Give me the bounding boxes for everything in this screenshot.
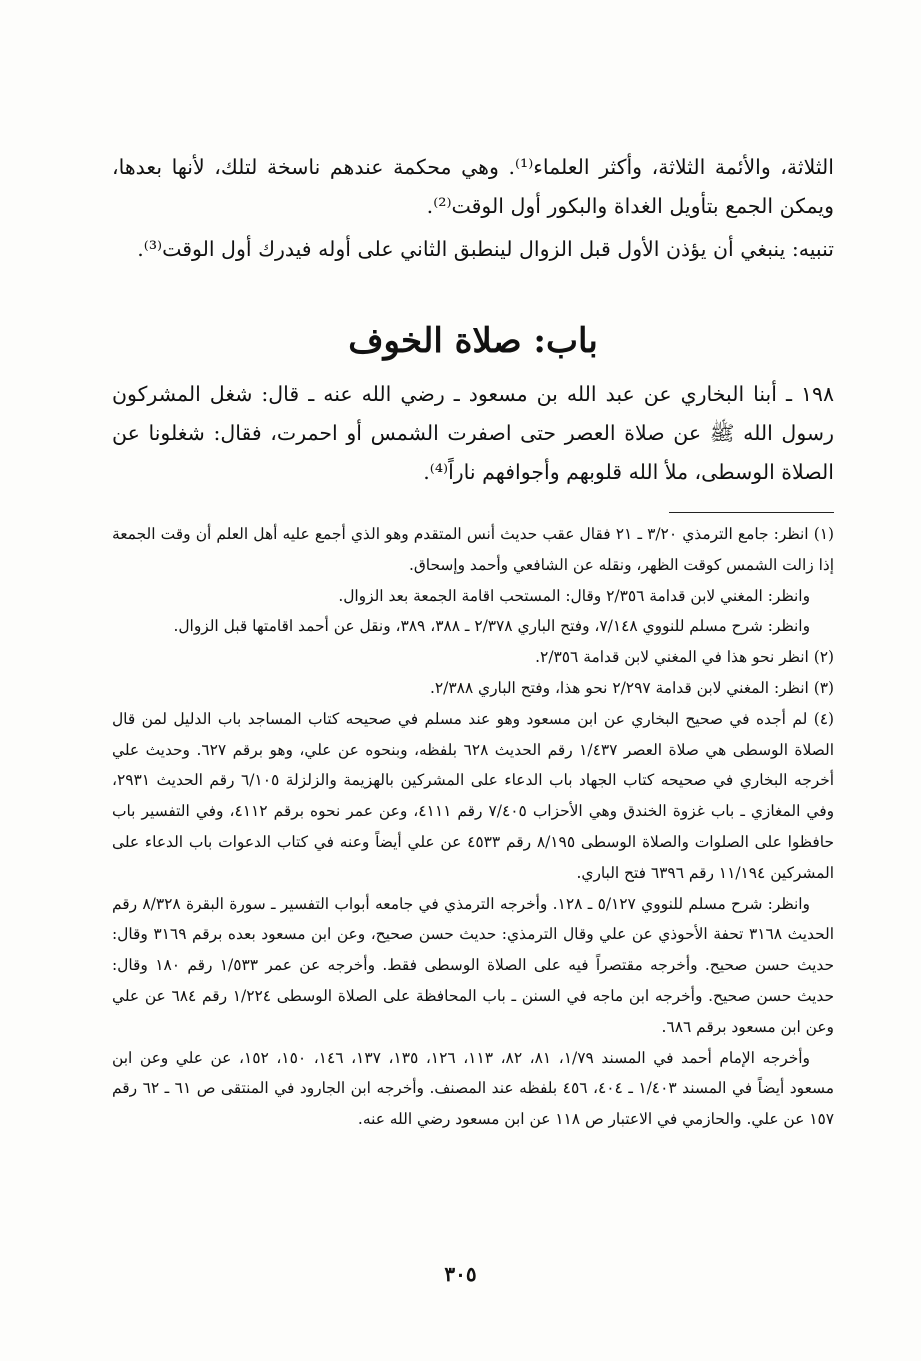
- page-body: [112, 148, 834, 1135]
- footnote-4: (٤) لم أجده في صحيح البخاري عن ابن مسعود وهو عند مسلم في صحيحه كتاب المساجد باب الدليل لمن قال الصلاة الوسطى هي صلاة العصر ١/٤٣٧ رقم الحديث ٦٢٨ بلفظه، وبنحوه عن علي، وهو برقم ٦٢٧. وحديث علي أخرجه البخاري في صحيحه كتاب الجهاد باب الدعاء على المشركين بالهزيمة والزلزلة ٦/١٠٥ رقم الحديث ٢٩٣١، وفي المغازي ـ باب غزوة الخندق وهي الأحزاب ٧/٤٠٥ رقم ٤١١١، وعن عمر نحوه برقم ٤١١٢، وفي التفسير باب حافظوا على الصلوات والصلاة الوسطى ٨/١٩٥ رقم ٤٥٣٣ عن علي أيضاً وعنه في كتاب الدعوات باب الدعاء على المشركين ١١/١٩٤ رقم ٦٣٩٦ فتح الباري.: [112, 709, 835, 882]
- footnote-4-cont: وأخرجه الإمام أحمد في المسند ١/٧٩، ٨١، ٨٢، ١١٣، ١٢٦، ١٣٥، ١٣٧، ١٤٦، ١٥٠، ١٥٢، عن علي وعن ابن مسعود أيضاً في المسند ١/٤٠٣ ـ ٤٠٤، ٤٥٦ بلفظه عند المصنف. وأخرجه ابن الجارود في المنتقى ص ٦١ ـ ٦٢ رقم ١٥٧ عن علي. والحازمي في الاعتبار ص ١١٨ عن ابن مسعود رضي الله عنه.: [112, 1048, 835, 1129]
- main-text: [112, 148, 834, 492]
- footnote-1-cont: وانظر: المغني لابن قدامة ٢/٣٥٦ وقال: المستحب اقامة الجمعة بعد الزوال.: [338, 586, 810, 605]
- footnote-2: (٢) انظر نحو هذا في المغني لابن قدامة ٢/٣٥٦.: [535, 648, 834, 667]
- hadith-198: ١٩٨ ـ أبنا البخاري عن عبد الله بن مسعود ـ رضي الله عنه ـ قال: شغل المشركون رسول الله ﷺ عن صلاة العصر حتى اصفرت الشمس أو احمرت، فقال: شغلونا عن الصلاة الوسطى، ملأ الله قلوبهم وأجوافهم ناراً⁽⁴⁾.: [112, 382, 834, 484]
- paragraph-continuation: الثلاثة، والأئمة الثلاثة، وأكثر العلماء⁽¹⁾. وهي محكمة عندهم ناسخة لتلك، لأنها بعدها، ويمكن الجمع بتأويل الغداة والبكور أول الوقت⁽²⁾.: [112, 155, 834, 218]
- footnote-separator: [669, 512, 834, 513]
- footnote-4-cont: وانظر: شرح مسلم للنووي ٥/١٢٧ ـ ١٢٨. وأخرجه الترمذي في جامعه أبواب التفسير ـ سورة البقرة ٨/٣٢٨ رقم الحديث ٣١٦٨ تحفة الأحوذي عن علي وقال الترمذي: حديث حسن صحيح، وعن ابن مسعود بعده برقم ٣١٦٩ وقال: حديث حسن صحيح. وأخرجه مقتصراً فيه على الصلاة الوسطى فقط. وأخرجه عن عمر ١/٥٣٣ رقم ١٨٠ وقال: حديث حسن صحيح. وأخرجه ابن ماجه في السنن ـ باب المحافظة على الصلاة الوسطى ١/٢٢٤ رقم ٦٨٤ عن علي وعن ابن مسعود برقم ٦٨٦.: [112, 894, 834, 1036]
- page-number: ٣٠٥: [444, 1262, 477, 1286]
- footnote-3: (٣) انظر: المغني لابن قدامة ٢/٢٩٧ نحو هذا، وفتح الباري ٢/٣٨٨.: [429, 678, 834, 697]
- footnotes: [112, 519, 834, 1135]
- footnote-1-cont: وانظر: شرح مسلم للنووي ٧/١٤٨، وفتح الباري ٢/٣٧٨ ـ ٣٨٨، ٣٨٩، ونقل عن أحمد اقامتها قبل الزوال.: [173, 617, 810, 636]
- footnote-1: (١) انظر: جامع الترمذي ٣/٢٠ ـ ٢١ فقال عقب حديث أنس المتقدم وهو الذي أجمع عليه أهل العلم أن وقت الجمعة إذا زالت الشمس كوقت الظهر، ونقله عن الشافعي وأحمد وإسحاق.: [112, 525, 835, 574]
- chapter-title: باب: صلاة الخوف: [348, 321, 598, 361]
- tanbih-note: تنبيه: ينبغي أن يؤذن الأول قبل الزوال لينطبق الثاني على أوله فيدرك أول الوقت⁽³⁾.: [137, 237, 834, 261]
